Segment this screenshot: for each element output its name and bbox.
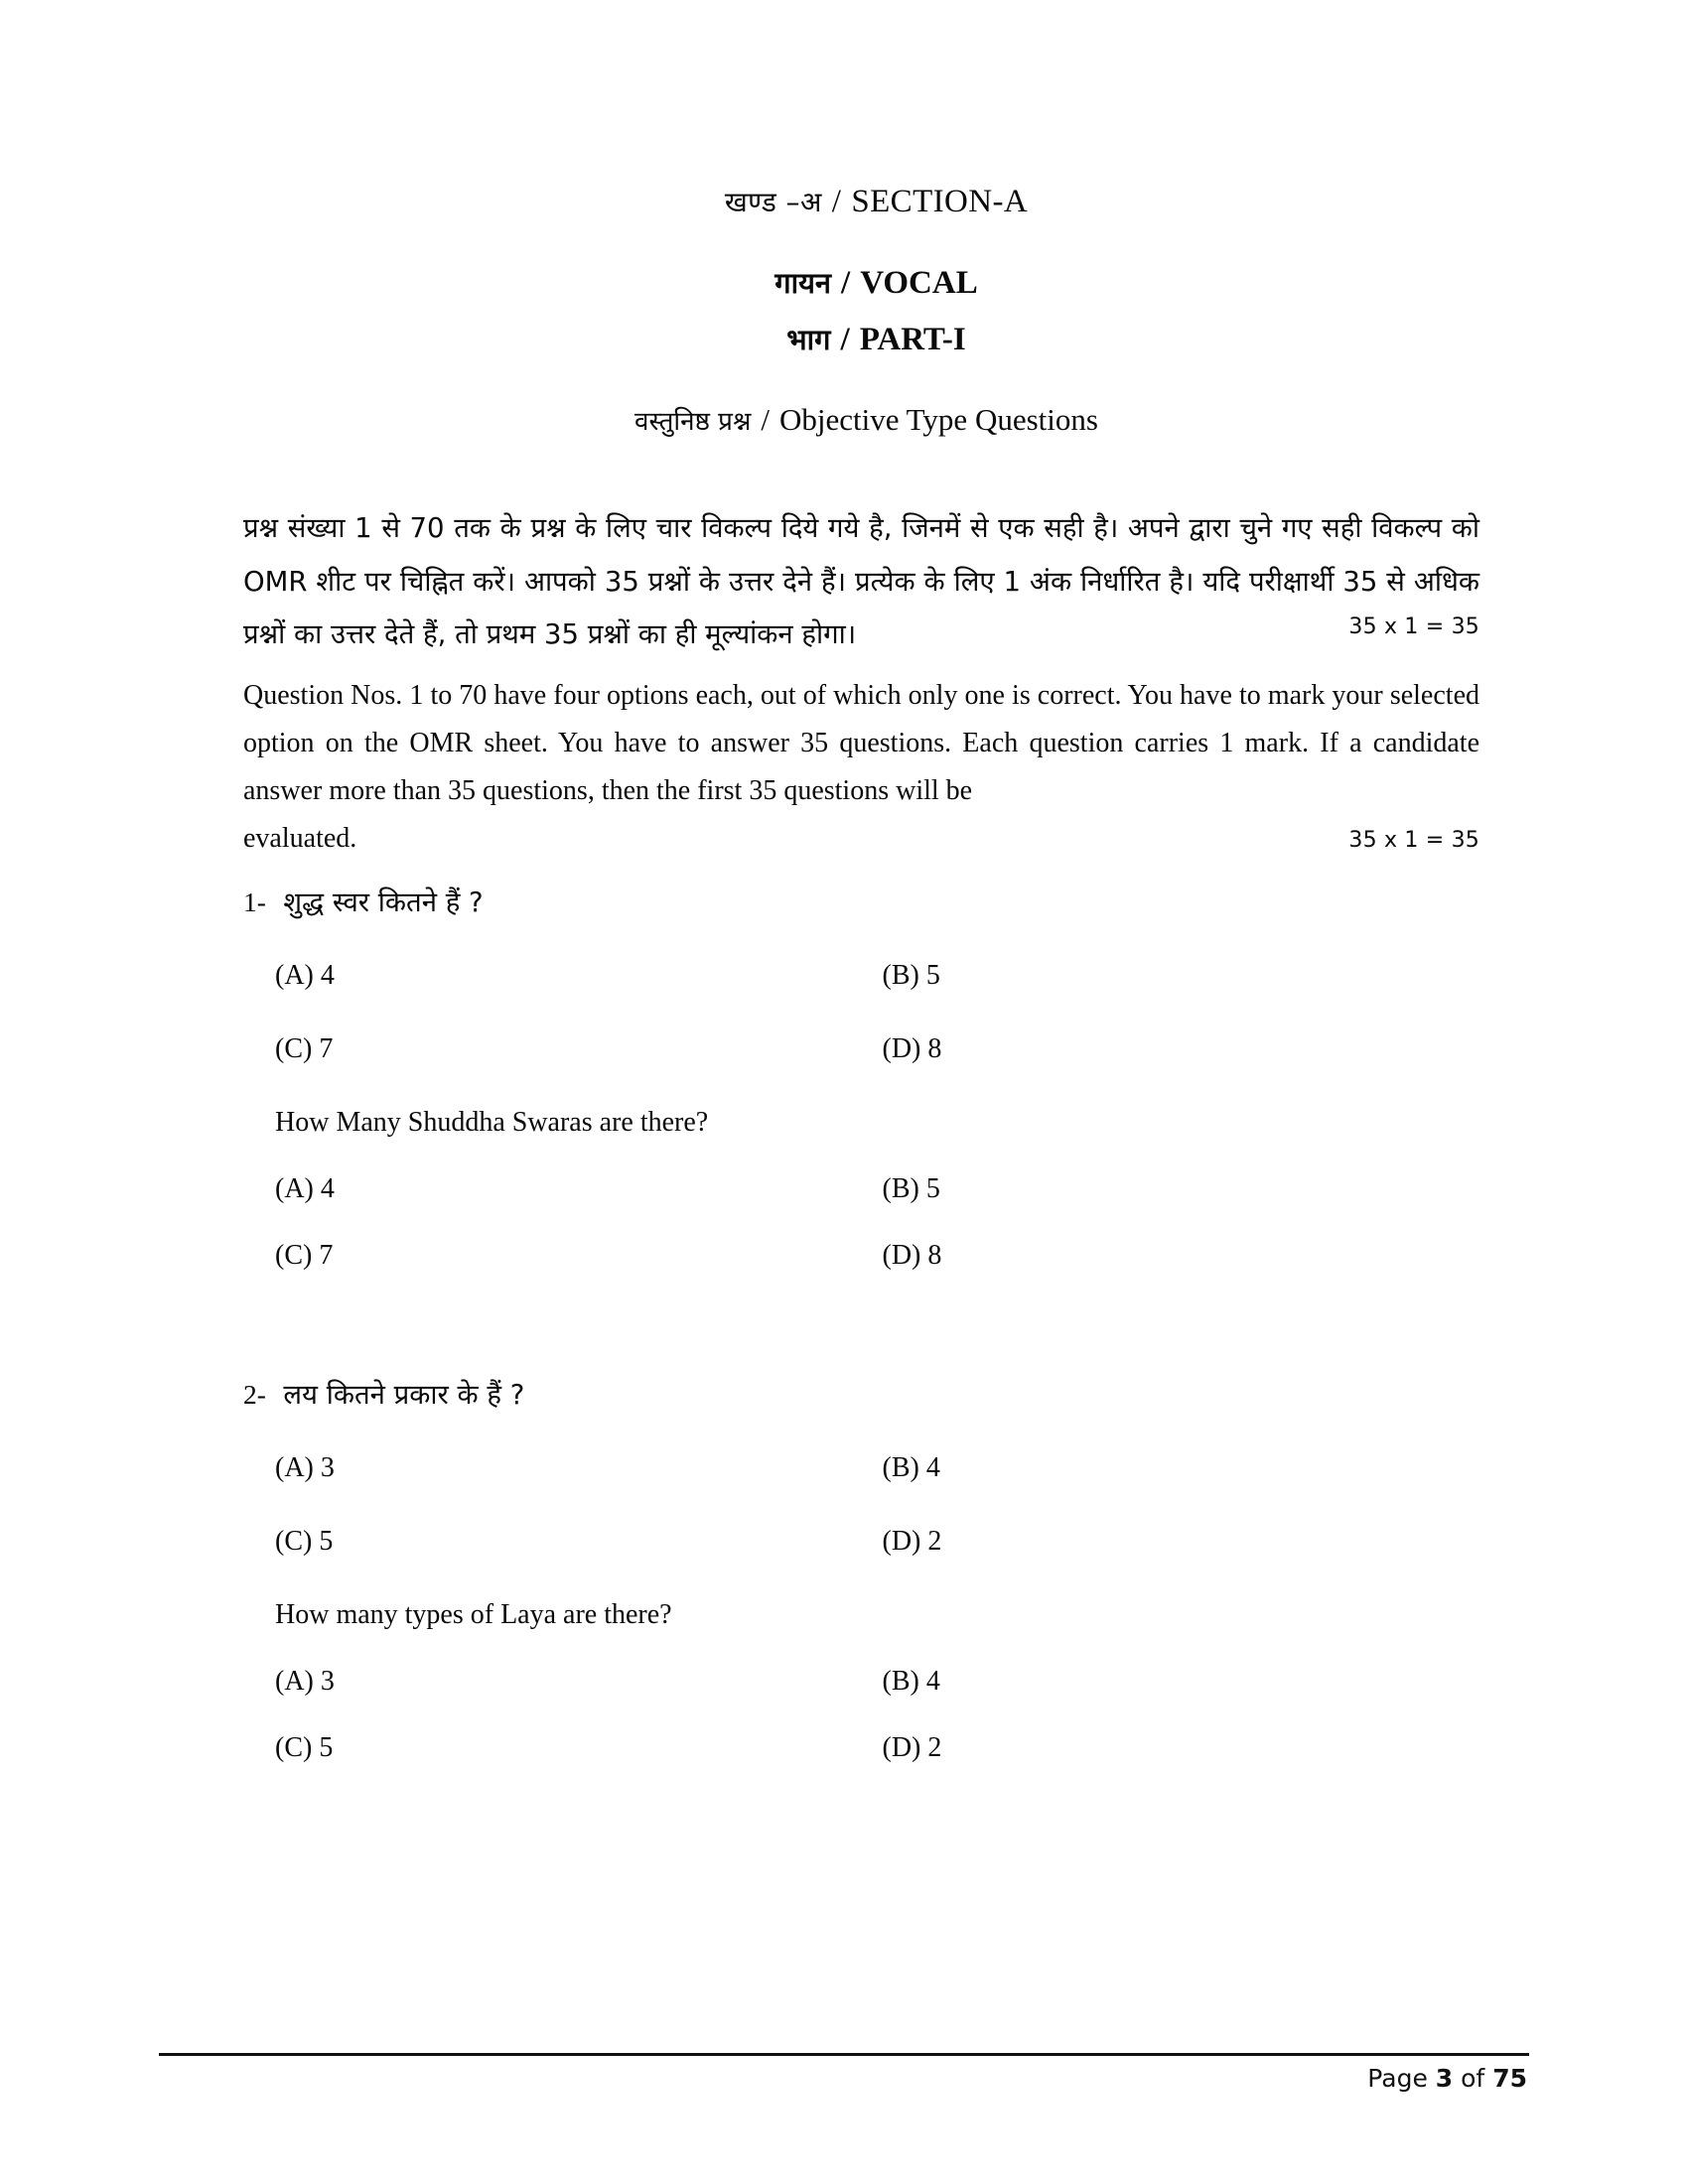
footer-page-number: 3 bbox=[1435, 2064, 1454, 2093]
question-2-stem-english: How many types of Laya are there? bbox=[275, 1599, 672, 1631]
question-2 bbox=[243, 1373, 1479, 1770]
question-2-option-row-ab-hindi bbox=[243, 1446, 1479, 1491]
section-heading-english: SECTION-A bbox=[851, 184, 1029, 219]
option-value: 4 bbox=[320, 1172, 335, 1204]
question-1-stem-hindi bbox=[243, 881, 1479, 924]
subject-heading-separator: / bbox=[841, 265, 851, 302]
instructions-english-last-word: evaluated. bbox=[243, 823, 357, 855]
section-heading-hindi: खण्ड –अ bbox=[724, 186, 822, 218]
question-2-number: 2- bbox=[243, 1379, 266, 1411]
part-heading-english: PART-I bbox=[859, 321, 966, 357]
objective-heading-hindi: वस्तुनिष्ठ प्रश्न bbox=[634, 406, 752, 437]
question-2-option-b-english[interactable] bbox=[873, 1660, 1480, 1705]
option-label: (C) bbox=[275, 1239, 313, 1271]
option-value: 2 bbox=[927, 1731, 942, 1763]
option-value: 3 bbox=[320, 1452, 335, 1484]
subject-heading bbox=[243, 265, 1479, 301]
question-1-options-hindi bbox=[243, 954, 1479, 1072]
question-1-option-a-english[interactable] bbox=[275, 1167, 873, 1212]
part-heading bbox=[243, 322, 1479, 357]
question-2-option-row-ab-english bbox=[243, 1660, 1479, 1705]
question-2-option-d-english[interactable] bbox=[873, 1726, 1480, 1771]
question-2-option-row-cd-hindi bbox=[243, 1520, 1479, 1565]
subject-heading-hindi: गायन bbox=[774, 266, 832, 301]
option-value: 5 bbox=[925, 1172, 940, 1204]
option-value: 7 bbox=[319, 1033, 334, 1065]
footer-page-middle: of bbox=[1461, 2064, 1485, 2093]
option-value: 5 bbox=[925, 960, 940, 992]
question-1-option-b-hindi[interactable] bbox=[873, 954, 1480, 999]
question-2-option-a-hindi[interactable] bbox=[275, 1446, 873, 1491]
question-1-option-d-hindi[interactable] bbox=[873, 1027, 1480, 1072]
question-1 bbox=[243, 881, 1479, 1278]
question-1-stem-english: How Many Shuddha Swaras are there? bbox=[275, 1107, 709, 1139]
footer-divider bbox=[159, 2053, 1529, 2056]
question-2-options-english bbox=[243, 1660, 1479, 1771]
question-2-option-a-english[interactable] bbox=[275, 1660, 873, 1705]
objective-heading-separator: / bbox=[761, 401, 770, 437]
question-2-option-c-hindi[interactable] bbox=[275, 1520, 873, 1565]
option-value: 7 bbox=[319, 1239, 334, 1271]
page-content bbox=[243, 184, 1479, 1792]
instructions-hindi: प्रश्न संख्या 1 से 70 तक के प्रश्न के लिए चार विकल्प दिये गये है, जिनमें से एक सही है। अपने द्वारा चुने गए सही विकल्प को OMR शीट पर चिह्नित करें। आपको 35 प्रश्नों के उत्तर देने हैं। प्रत्येक के लिए 1 अंक निर्धारित है। यदि परीक्षार्थी 35 से अधिक प्रश्नों का उत्तर देते हैं, तो प्रथम 35 प्रश्नों का ही मूल्यांकन होगा। bbox=[243, 511, 1479, 651]
question-2-option-row-cd-english bbox=[243, 1726, 1479, 1771]
option-value: 2 bbox=[927, 1526, 942, 1558]
instructions-english: Question Nos. 1 to 70 have four options each, out of which only one is correct. You have to mark your selected option on the OMR sheet. You have to answer 35 questions. Each question carries 1 mark. If a candidate answer more than 35 questions, then the first 35 questions will be bbox=[243, 679, 1479, 807]
question-2-stem-hindi bbox=[243, 1373, 1479, 1417]
option-label: (B) bbox=[882, 1172, 919, 1204]
question-1-option-row-cd-english bbox=[243, 1234, 1479, 1279]
page-number-label bbox=[159, 2064, 1529, 2093]
question-2-option-c-english[interactable] bbox=[275, 1726, 873, 1771]
question-1-option-d-english[interactable] bbox=[873, 1234, 1480, 1279]
objective-heading bbox=[243, 403, 1479, 437]
question-spacer bbox=[243, 1299, 1479, 1355]
question-1-option-c-hindi[interactable] bbox=[275, 1027, 873, 1072]
option-label: (A) bbox=[275, 1172, 314, 1204]
question-1-option-a-hindi[interactable] bbox=[275, 954, 873, 999]
part-heading-hindi: भाग bbox=[786, 322, 831, 356]
footer-page-prefix: Page bbox=[1367, 2064, 1428, 2093]
question-2-options-hindi bbox=[243, 1446, 1479, 1565]
option-label: (D) bbox=[882, 1731, 921, 1763]
option-label: (B) bbox=[882, 960, 919, 992]
footer-page-total: 75 bbox=[1492, 2064, 1527, 2093]
question-1-option-b-english[interactable] bbox=[873, 1167, 1480, 1212]
option-label: (C) bbox=[275, 1526, 313, 1558]
option-label: (D) bbox=[882, 1239, 921, 1271]
option-label: (D) bbox=[882, 1033, 921, 1065]
objective-heading-english: Objective Type Questions bbox=[778, 401, 1098, 437]
option-value: 4 bbox=[925, 1452, 940, 1484]
question-1-option-row-ab-english bbox=[243, 1167, 1479, 1212]
option-value: 8 bbox=[927, 1033, 942, 1065]
part-heading-separator: / bbox=[840, 321, 850, 357]
option-label: (B) bbox=[882, 1665, 919, 1697]
option-value: 4 bbox=[320, 960, 335, 992]
question-2-option-b-hindi[interactable] bbox=[873, 1446, 1480, 1491]
option-label: (C) bbox=[275, 1033, 313, 1065]
option-label: (B) bbox=[882, 1452, 919, 1484]
option-label: (A) bbox=[275, 1665, 314, 1697]
page-footer bbox=[159, 2053, 1529, 2093]
question-2-option-d-hindi[interactable] bbox=[873, 1520, 1480, 1565]
option-label: (C) bbox=[275, 1731, 313, 1763]
option-label: (A) bbox=[275, 1452, 314, 1484]
option-value: 3 bbox=[320, 1665, 335, 1697]
option-label: (A) bbox=[275, 960, 314, 992]
option-value: 5 bbox=[319, 1731, 334, 1763]
question-1-stem-hindi-text: शुद्ध स्वर कितने हैं ? bbox=[283, 887, 484, 919]
instructions-english-marks: 35 x 1 = 35 bbox=[1348, 828, 1479, 854]
instructions-english-last-line bbox=[243, 815, 1479, 863]
question-1-option-row-cd-hindi bbox=[243, 1027, 1479, 1072]
option-value: 8 bbox=[927, 1239, 942, 1271]
question-1-option-row-ab-hindi bbox=[243, 954, 1479, 999]
option-value: 5 bbox=[319, 1526, 334, 1558]
question-1-option-c-english[interactable] bbox=[275, 1234, 873, 1279]
question-2-stem-hindi-text: लय कितने प्रकार के हैं ? bbox=[283, 1379, 525, 1412]
subject-heading-english: VOCAL bbox=[860, 265, 978, 302]
question-1-number: 1- bbox=[243, 887, 266, 918]
option-label: (D) bbox=[882, 1526, 921, 1558]
option-value: 4 bbox=[925, 1665, 940, 1697]
question-1-options-english bbox=[243, 1167, 1479, 1279]
instructions-hindi-marks: 35 x 1 = 35 bbox=[1348, 614, 1479, 639]
section-heading-separator: / bbox=[831, 184, 842, 219]
section-heading bbox=[243, 184, 1479, 219]
